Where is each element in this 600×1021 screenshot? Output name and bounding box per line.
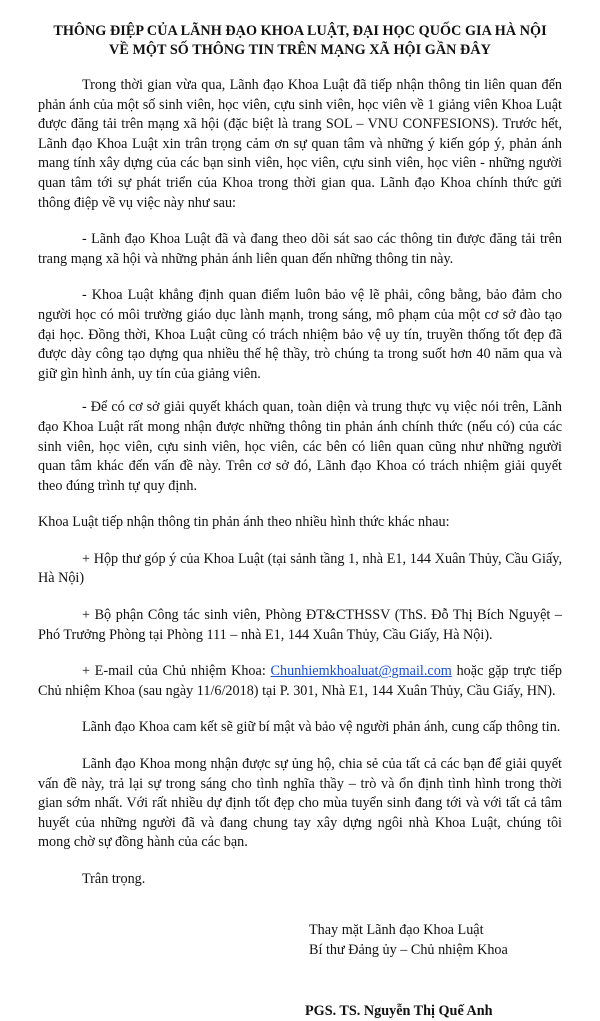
title-line-2: VỀ MỘT SỐ THÔNG TIN TRÊN MẠNG XÃ HỘI GẦN ĐÂY xyxy=(109,42,491,58)
signer-name: PGS. TS. Nguyễn Thị Quế Anh xyxy=(305,1002,493,1019)
signature-block xyxy=(38,920,562,960)
channel-email xyxy=(38,662,562,701)
signature-line-2: Bí thư Đảng ủy – Chủ nhiệm Khoa xyxy=(309,941,508,958)
signature-line-1: Thay mặt Lãnh đạo Khoa Luật xyxy=(309,921,484,938)
email-prefix: + E-mail của Chủ nhiệm Khoa: xyxy=(82,663,271,680)
point-request: - Để có cơ sở giải quyết khách quan, toàn diện và trung thực vụ việc nói trên, Lãnh đạo Khoa Luật rất mong nhận được những thông tin phản ánh chính thức (nếu có) của các sinh viên, học viên, cựu sinh viên, học viên, các bên có liên quan cũng như những người quan tâm khác đến vấn đề này. Trên cơ sở đó, Lãnh đạo Khoa có trách nhiệm giải quyết theo đúng trình tự quy định. xyxy=(38,399,562,494)
channel-student-office: + Bộ phận Công tác sinh viên, Phòng ĐT&CTHSSV (ThS. Đỗ Thị Bích Nguyệt – Phó Trưởng Phòng tại Phòng 111 – nhà E1, 144 Xuân Thủy, Cầu Giấy, Hà Nội). xyxy=(38,607,562,643)
email-link[interactable]: Chunhiemkhoaluat@gmail.com xyxy=(270,663,452,680)
intro-paragraph: Trong thời gian vừa qua, Lãnh đạo Khoa Luật đã tiếp nhận thông tin liên quan đến phản ánh của một số sinh viên, học viên, cựu sinh viên, học viên về 1 giảng viên Khoa Luật được đăng tải trên mạng xã hội (đặc biệt là trang SOL – VNU CONFESIONS). Trước hết, Lãnh đạo Khoa Luật xin trân trọng cảm ơn sự quan tâm và những ý kiến góp ý, phản ánh mang tính xây dựng của các bạn sinh viên, học viên, cựu sinh viên, học viên - những người quan tâm tới sự phát triển của Khoa trong thời gian qua. Lãnh đạo Khoa chính thức gửi thông điệp về vụ việc này như sau: xyxy=(38,77,562,211)
closing-paragraph: Lãnh đạo Khoa mong nhận được sự ủng hộ, chia sẻ của tất cả các bạn để giải quyết vấn đề này, trả lại sự trong sáng cho tình nghĩa thầy – trò và ổn định tình hình trong thời gian sớm nhất. Với rất nhiều dự định tốt đẹp cho mùa tuyển sinh đang tới và với tất cả tâm huyết của những người đã và đang chung tay xây dựng ngôi nhà Khoa Luật, chúng tôi mong chờ sự đồng hành của các bạn. xyxy=(38,756,562,851)
regards: Trân trọng. xyxy=(82,871,146,887)
email-suffix: hoặc gặp trực tiếp Chủ nhiệm Khoa (sau ngày 11/6/2018) tại P. 301, Nhà E1, 144 Xuân Thủy, Cầu Giấy, HN). xyxy=(38,663,562,699)
point-monitoring: - Lãnh đạo Khoa Luật đã và đang theo dõi sát sao các thông tin được đăng tải trên trang mạng xã hội và những phản ánh liên quan đến những thông tin này. xyxy=(38,231,562,267)
title-line-1: THÔNG ĐIỆP CỦA LÃNH ĐẠO KHOA LUẬT, ĐẠI HỌC QUỐC GIA HÀ NỘI xyxy=(53,23,547,39)
channels-intro: Khoa Luật tiếp nhận thông tin phản ánh theo nhiều hình thức khác nhau: xyxy=(38,514,450,531)
channel-mailbox: + Hộp thư góp ý của Khoa Luật (tại sảnh tầng 1, nhà E1, 144 Xuân Thủy, Cầu Giấy, Hà Nội) xyxy=(38,550,562,587)
point-stance: - Khoa Luật khẳng định quan điểm luôn bảo vệ lẽ phải, công bằng, bảo đảm cho người học có môi trường giáo dục lành mạnh, trong sáng, mô phạm của một cơ sở đào tạo đại học. Đồng thời, Khoa Luật cũng có trách nhiệm bảo vệ uy tín, truyền thống tốt đẹp đã được dày công tạo dựng qua nhiều thế hệ thầy, trò chúng ta trong suốt hơn 40 năm qua và giữ gìn hình ảnh, uy tín của giảng viên. xyxy=(38,287,562,382)
commitment-paragraph: Lãnh đạo Khoa cam kết sẽ giữ bí mật và bảo vệ người phản ánh, cung cấp thông tin. xyxy=(82,719,561,736)
document-title xyxy=(38,22,562,60)
